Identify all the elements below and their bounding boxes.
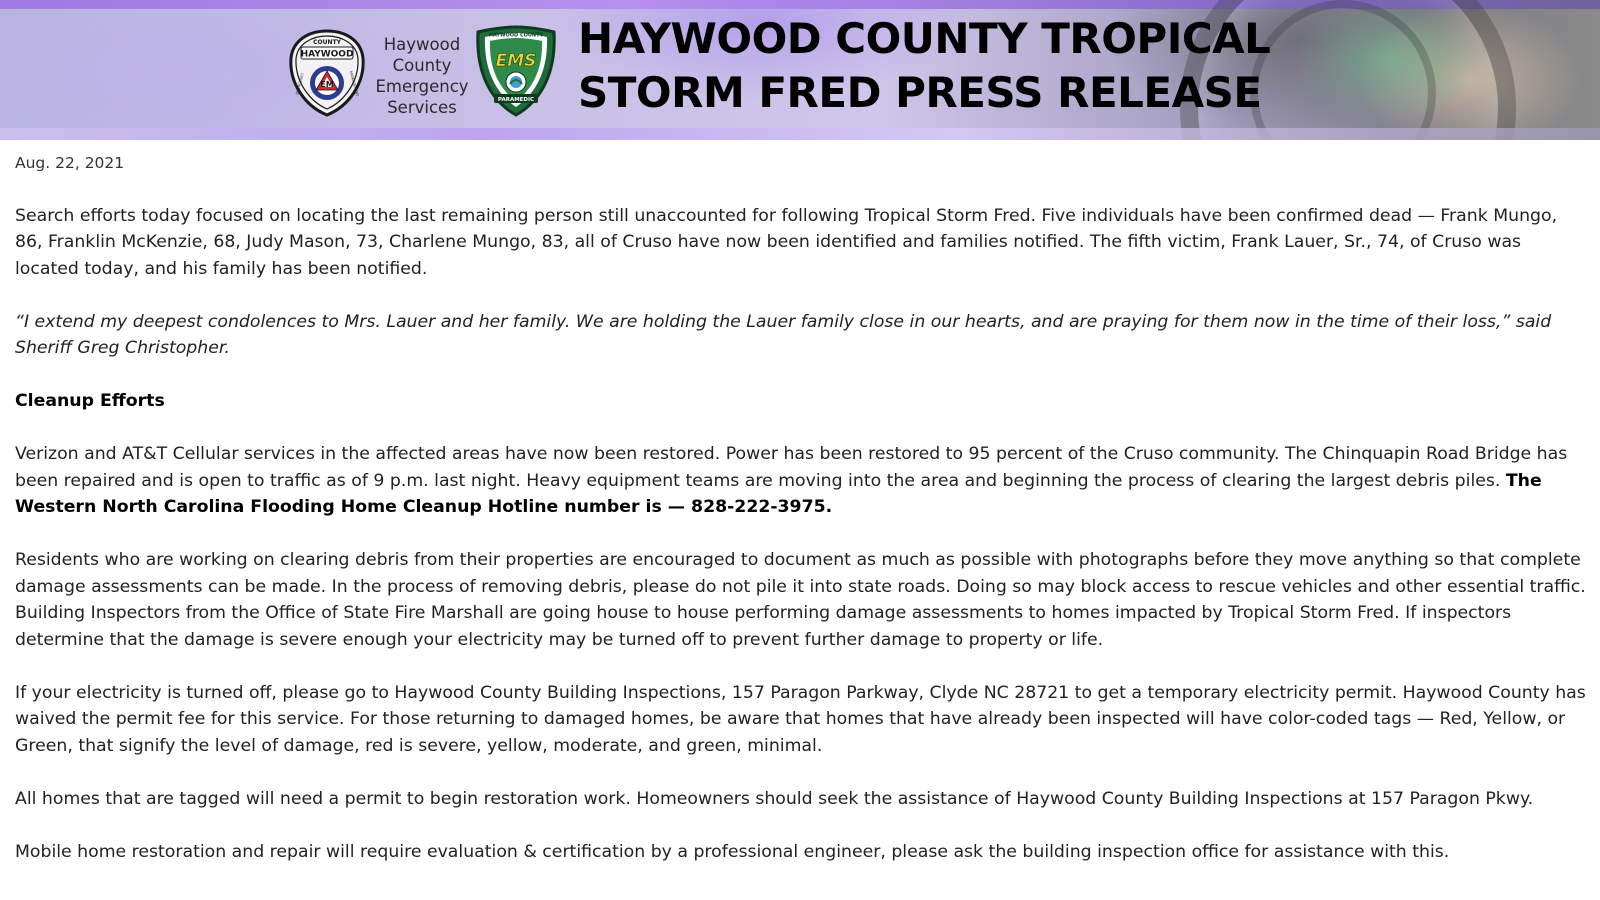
title-line-1: HAYWOOD COUNTY TROPICAL — [578, 14, 1271, 63]
emergency-services-label — [372, 34, 472, 118]
spacer — [15, 653, 1590, 680]
banner-bottom-stripe — [0, 128, 1600, 140]
spacer — [15, 521, 1590, 548]
emergency-logo-county-text: COUNTY — [313, 39, 341, 46]
paragraph-electricity-permit: If your electricity is turned off, please go to Haywood County Building Inspections, 157 Paragon Parkway, Clyde NC 28721 to get a temporary electricity permit. Haywood County has waived the permit fee for this service. For those returning to damaged homes, be aware that homes that have already been inspected will have color-coded tags — Red, Yellow, or Green, that signify the level of damage, red is severe, yellow, moderate, and green, minimal. — [15, 682, 1586, 756]
emergency-logo-right-text: MANAGEMENT — [348, 70, 360, 97]
emergency-services-line-1: Haywood — [383, 35, 461, 54]
services-restored-text: Verizon and AT&T Cellular services in the affected areas have now been restored. Power has been restored to 95 percent of the Cruso community. The Chinquapin Road Bridge has been repaired and is open to traffic as of 9 p.m. last night. Heavy equipment teams are moving into the area and beginning the process of clearing the largest debris piles. — [15, 444, 1568, 491]
ems-logo-bottom-text: PARAMEDIC — [497, 97, 535, 103]
header-banner — [0, 0, 1600, 140]
spacer — [15, 362, 1590, 389]
hotline-number-text: The Western North Carolina Flooding Home Cleanup Hotline number is — 828-222-3975. — [15, 470, 1542, 517]
paragraph-debris-documentation: Residents who are working on clearing debris from their properties are encouraged to document as much as possible with photographs before they move anything so that complete damage assessments can be made. In the process of removing debris, please do not pile it into state roads. Doing so may block access to rescue vehicles and other essential traffic. Building Inspectors from the Office of State Fire Marshall are going house to house performing damage assessments to homes impacted by Tropical Storm Fred. If inspectors determine that the damage is severe enough your electricity may be turned off to prevent further damage to property or life. — [15, 550, 1586, 650]
spacer — [15, 176, 1590, 203]
sheriff-quote: “I extend my deepest condolences to Mrs. Lauer and her family. We are holding the Lauer family close in our hearts, and are praying for them now in the time of their loss,” said Sheriff Greg Christopher. — [15, 311, 1552, 358]
spacer — [15, 759, 1590, 786]
ems-logo — [474, 24, 558, 118]
paragraph-services-restored — [15, 441, 1590, 521]
spacer — [15, 282, 1590, 309]
ems-logo-mid-text: EMS — [495, 51, 537, 71]
section-heading-cleanup: Cleanup Efforts — [15, 391, 165, 411]
title-line-2: STORM FRED PRESS RELEASE — [578, 68, 1262, 117]
emergency-management-logo — [287, 28, 367, 118]
emergency-services-line-2: County — [392, 56, 452, 75]
spacer — [15, 812, 1590, 839]
emergency-services-line-3: Emergency — [375, 77, 469, 96]
press-release-body — [15, 150, 1590, 865]
paragraph-search-efforts: Search efforts today focused on locating the last remaining person still unaccounted for following Tropical Storm Fred. Five individuals have been confirmed dead — Frank Mungo, 86, Franklin McKenzie, 68, Judy Mason, 73, Charlene Mungo, 83, all of Cruso have now been identified and families notified. The fifth victim, Frank Lauer, Sr., 74, of Cruso was located today, and his family has been notified. — [15, 205, 1558, 279]
spacer — [15, 415, 1590, 442]
paragraph-mobile-homes: Mobile home restoration and repair will require evaluation & certification by a professional engineer, please ask the building inspection office for assistance with this. — [15, 841, 1450, 862]
emergency-logo-name-text: HAYWOOD — [300, 49, 354, 60]
press-release-title — [578, 12, 1270, 120]
paragraph-tagged-homes: All homes that are tagged will need a permit to begin restoration work. Homeowners should seek the assistance of Haywood County Building Inspections at 157 Paragon Pkwy. — [15, 788, 1534, 809]
release-date: Aug. 22, 2021 — [15, 154, 125, 172]
emergency-logo-left-text: EMERGENCY — [295, 72, 305, 96]
emergency-logo-mark: EM — [320, 80, 334, 89]
ems-logo-top-text: HAYWOOD COUNTY — [488, 32, 544, 39]
emergency-services-line-4: Services — [387, 98, 457, 117]
